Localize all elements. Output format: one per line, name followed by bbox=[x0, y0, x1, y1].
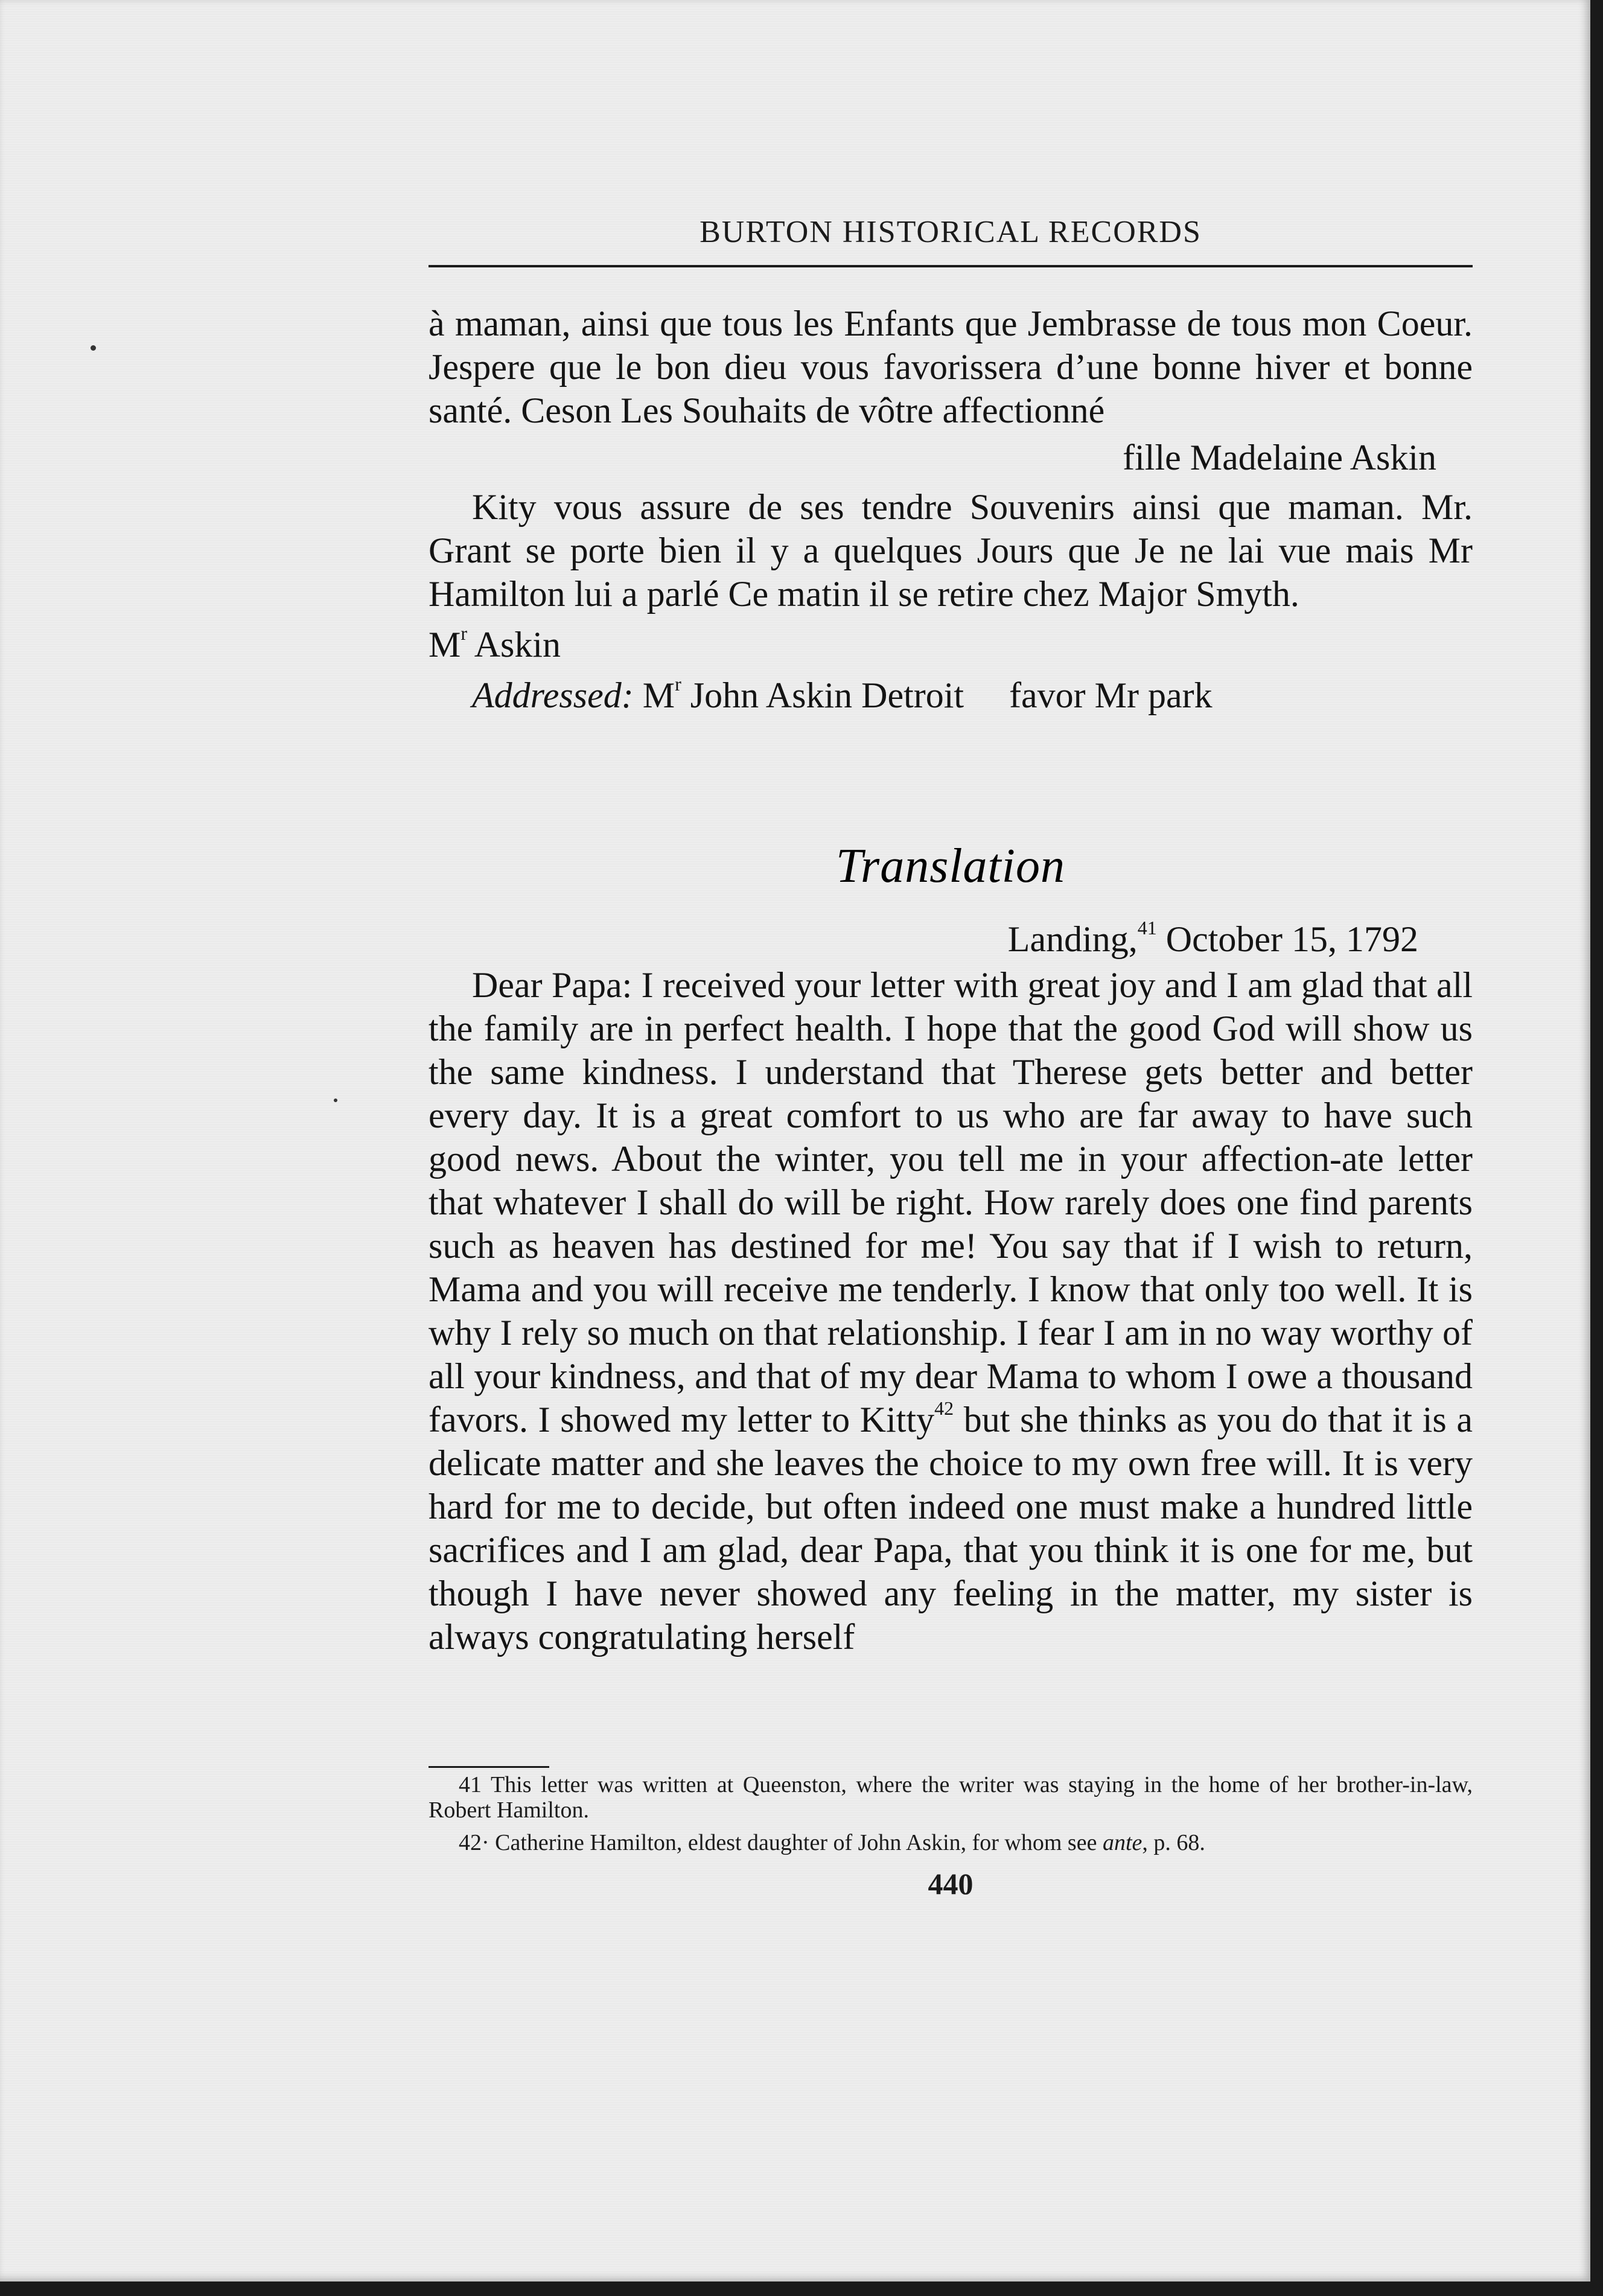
french-letter bbox=[429, 302, 1473, 717]
footnote-ref-41[interactable]: 41 bbox=[1137, 917, 1157, 939]
footnote-42-text: Catherine Hamilton, eldest daughter of John Askin, for whom see bbox=[489, 1830, 1103, 1855]
translation-letter bbox=[429, 917, 1473, 1659]
french-signature: fille Madelaine Askin bbox=[1123, 438, 1436, 477]
french-paragraph-2: Kity vous assure de ses tendre Souvenirs ainsi que maman. Mr. Grant se porte bien il y a quelques Jours que Je ne lai vue mais Mr Hamilton lui a parlé Ce matin il se retire chez Major Smyth. bbox=[429, 487, 1473, 614]
addressed-rest: John Askin Detroit favor Mr park bbox=[681, 675, 1213, 715]
footnote-ref-42[interactable]: 42 bbox=[934, 1397, 954, 1419]
margin-speck bbox=[334, 1099, 337, 1102]
translation-title: Translation bbox=[835, 840, 1066, 893]
dateline-date: October 15, 1792 bbox=[1156, 919, 1418, 959]
body-part-2: but she thinks as you do that it is a delicate matter and she leaves the choice to my own free will. It is very hard for me to decide, but often indeed one must make a hundred little sacrifices and I am glad, dear Papa, that you think it is one for me, but though I have never showed any feeling in the matter, my sister is always congratulating herself bbox=[429, 1400, 1473, 1657]
header-rule bbox=[429, 265, 1473, 267]
addressed-line bbox=[429, 674, 1473, 717]
body-part-1: Dear Papa: I received your letter with great joy and I am glad that all the family are in perfect health. I hope that the good God will show us the same kindness. I understand that Therese gets better and better every day. It is a great comfort to us who are far away to have such good news. About the winter, you tell me in your affection-ate letter that whatever I shall do will be right. How rarely does one find parents such as heaven has destined for me! You say that if I wish to return, Mama and you will receive me tenderly. I know that only too well. It is why I rely so much on that relationship. I fear I am in no way worthy of all your kindness, and that of my dear Mama to whom I owe a thousand favors. I showed my letter to Kitty bbox=[429, 965, 1473, 1440]
translation-dateline bbox=[429, 917, 1473, 961]
translation-body bbox=[429, 963, 1473, 1659]
addressed-sup: r bbox=[675, 673, 681, 695]
footnote-41 bbox=[429, 1772, 1473, 1823]
footnote-41-number: 41 bbox=[459, 1772, 482, 1797]
recipient-m: M bbox=[429, 625, 461, 665]
footnote-42-after: , p. 68. bbox=[1142, 1830, 1205, 1855]
recipient-sup: r bbox=[461, 622, 468, 644]
french-paragraph-1: à maman, ainsi que tous les Enfants que Jembrasse de tous mon Coeur. Jespere que le bon dieu vous favorissera d’une bonne hiver et bonne santé. Ceson Les Souhaits de vôtre affectionné bbox=[429, 304, 1473, 430]
footnotes bbox=[429, 1772, 1473, 1863]
recipient-rest: Askin bbox=[467, 625, 561, 665]
footnote-42 bbox=[429, 1830, 1473, 1855]
addressed-m: M bbox=[633, 675, 675, 715]
page-number: 440 bbox=[928, 1867, 974, 1901]
addressed-label: Addressed: bbox=[472, 675, 634, 715]
footnote-41-text: This letter was written at Queenston, where the writer was staying in the home of her brother-in-law, Robert Hamilton. bbox=[429, 1772, 1473, 1823]
footnote-42-number: 42· bbox=[459, 1830, 489, 1855]
running-header: BURTON HISTORICAL RECORDS bbox=[700, 215, 1202, 249]
dateline-prefix: Landing, bbox=[1007, 919, 1138, 959]
french-recipient bbox=[429, 623, 1473, 666]
footnote-rule bbox=[429, 1766, 549, 1768]
margin-speck bbox=[91, 345, 96, 351]
footnote-42-italic: ante bbox=[1102, 1830, 1142, 1855]
